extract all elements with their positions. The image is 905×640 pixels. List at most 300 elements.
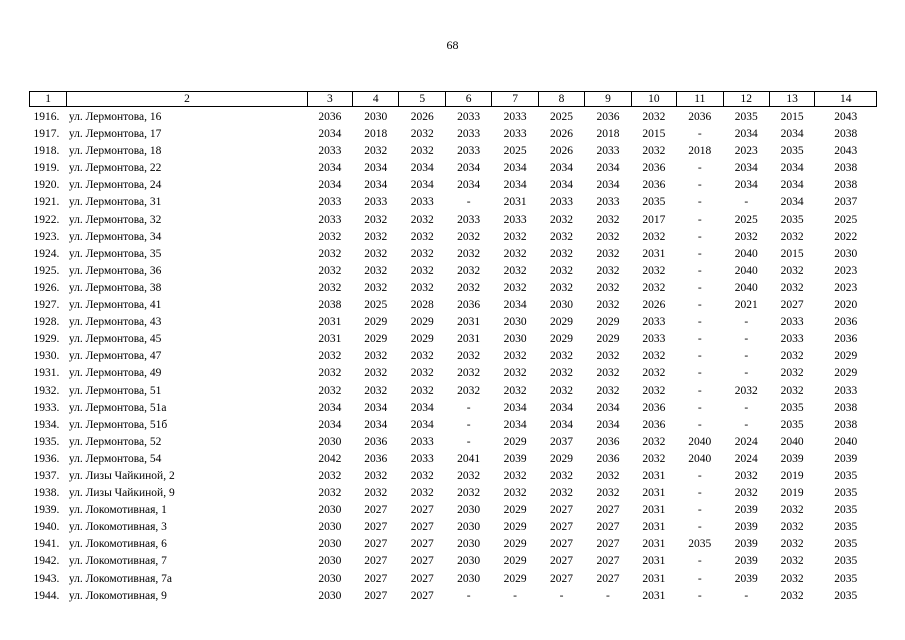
- year-cell: 2038: [834, 162, 858, 175]
- table-row: [30, 536, 877, 553]
- year-cell: 2034: [734, 179, 758, 192]
- year-cell: 2029: [503, 521, 527, 534]
- address-cell: ул. Лермонтова, 54: [68, 452, 162, 465]
- year-cell: 2036: [364, 452, 388, 465]
- year-cell: -: [697, 299, 702, 312]
- year-cell: 2032: [550, 367, 573, 380]
- header-cell: 3: [307, 92, 352, 107]
- year-cell: 2027: [410, 555, 434, 568]
- header-cell: 4: [353, 92, 399, 107]
- year-cell: 2032: [318, 264, 342, 277]
- year-cell: 2025: [503, 145, 527, 158]
- year-cell: 2032: [364, 145, 388, 158]
- year-cell: 2033: [596, 196, 620, 209]
- year-cell: 2027: [780, 299, 804, 312]
- address-cell: ул. Лермонтова, 34: [68, 230, 162, 243]
- table-row: [30, 194, 877, 211]
- year-cell: 2032: [364, 230, 388, 243]
- row-number: 1938.: [33, 487, 60, 500]
- year-cell: 2032: [596, 299, 620, 312]
- year-cell: 2032: [318, 281, 342, 294]
- table-row: [30, 331, 877, 348]
- year-cell: 2034: [503, 162, 527, 175]
- table-row: [30, 383, 877, 400]
- year-cell: 2032: [503, 247, 527, 260]
- year-cell: 2040: [688, 452, 712, 465]
- year-cell: 2032: [318, 230, 342, 243]
- year-cell: 2038: [834, 418, 858, 431]
- year-cell: 2032: [596, 350, 620, 363]
- address-cell: ул. Лермонтова, 51: [68, 384, 162, 397]
- year-cell: 2029: [550, 316, 573, 329]
- year-cell: 2033: [503, 111, 527, 123]
- year-cell: 2029: [596, 316, 620, 329]
- address-cell: ул. Локомотивная, 3: [68, 521, 167, 534]
- year-cell: 2029: [503, 572, 527, 585]
- year-cell: 2029: [596, 333, 620, 346]
- year-cell: 2034: [410, 162, 434, 175]
- year-cell: 2032: [410, 264, 434, 277]
- year-cell: 2029: [834, 367, 858, 380]
- year-cell: 2036: [642, 179, 666, 192]
- year-cell: 2031: [318, 316, 342, 329]
- year-cell: 2032: [780, 589, 804, 602]
- year-cell: 2029: [364, 316, 388, 329]
- year-cell: 2029: [410, 316, 434, 329]
- header-cell: 2: [67, 92, 307, 107]
- row-number: 1924.: [33, 247, 60, 260]
- year-cell: 2038: [834, 179, 858, 192]
- year-cell: 2035: [780, 145, 804, 158]
- year-cell: 2037: [550, 435, 573, 448]
- year-cell: -: [744, 316, 749, 329]
- year-cell: 2027: [596, 572, 620, 585]
- address-cell: ул. Лермонтова, 52: [68, 435, 162, 448]
- year-cell: 2022: [834, 230, 858, 243]
- year-cell: 2032: [503, 384, 527, 397]
- year-cell: -: [697, 384, 702, 397]
- year-cell: 2035: [780, 401, 804, 414]
- address-cell: ул. Лизы Чайкиной, 9: [68, 487, 175, 500]
- year-cell: 2039: [780, 452, 804, 465]
- year-cell: 2034: [318, 179, 342, 192]
- year-cell: 2032: [734, 384, 758, 397]
- header-cell: 8: [538, 92, 584, 107]
- year-cell: 2034: [596, 162, 620, 175]
- table-row: [30, 280, 877, 297]
- year-cell: 2032: [780, 230, 804, 243]
- year-cell: 2035: [834, 521, 858, 534]
- row-number: 1933.: [33, 401, 60, 414]
- address-cell: ул. Лермонтова, 18: [68, 145, 162, 158]
- address-cell: ул. Лермонтова, 22: [68, 162, 162, 175]
- row-number: 1926.: [33, 281, 60, 294]
- year-cell: 2032: [457, 469, 481, 482]
- year-cell: 2032: [364, 469, 388, 482]
- year-cell: 2024: [734, 452, 758, 465]
- year-cell: 2036: [834, 333, 858, 346]
- year-cell: 2032: [364, 264, 388, 277]
- address-cell: ул. Лермонтова, 16: [68, 111, 162, 123]
- table-row: [30, 434, 877, 451]
- year-cell: 2029: [550, 333, 573, 346]
- year-cell: 2035: [834, 538, 858, 551]
- row-number: 1927.: [33, 299, 60, 312]
- table-row: [30, 553, 877, 570]
- address-cell: ул. Лермонтова, 38: [68, 281, 162, 294]
- year-cell: 2039: [734, 521, 758, 534]
- row-number: 1942.: [33, 555, 60, 568]
- year-cell: 2029: [410, 333, 434, 346]
- year-cell: 2027: [364, 521, 388, 534]
- year-cell: -: [697, 247, 702, 260]
- year-cell: 2031: [642, 555, 666, 568]
- year-cell: 2035: [834, 469, 858, 482]
- year-cell: -: [466, 401, 471, 414]
- year-cell: 2034: [596, 179, 620, 192]
- address-cell: ул. Лизы Чайкиной, 2: [68, 469, 175, 482]
- year-cell: 2032: [318, 469, 342, 482]
- table-row: [30, 314, 877, 331]
- table-row: [30, 263, 877, 280]
- row-number: 1928.: [33, 316, 60, 329]
- year-cell: 2032: [550, 384, 573, 397]
- year-cell: -: [513, 589, 517, 602]
- year-cell: 2034: [364, 418, 388, 431]
- year-cell: 2035: [780, 213, 804, 226]
- year-cell: 2030: [457, 504, 481, 517]
- data-table: [29, 91, 877, 605]
- year-cell: 2021: [734, 299, 758, 312]
- row-number: 1931.: [33, 367, 60, 380]
- table-row: [30, 519, 877, 536]
- year-cell: 2023: [734, 145, 758, 158]
- year-cell: 2034: [780, 128, 804, 141]
- table-row: [30, 451, 877, 468]
- year-cell: 2032: [596, 469, 620, 482]
- year-cell: 2029: [834, 350, 858, 363]
- address-cell: ул. Лермонтова, 45: [68, 333, 162, 346]
- year-cell: 2032: [596, 230, 620, 243]
- year-cell: 2027: [550, 521, 573, 534]
- address-cell: ул. Лермонтова, 24: [68, 179, 162, 192]
- year-cell: 2029: [364, 333, 388, 346]
- year-cell: 2032: [642, 230, 666, 243]
- year-cell: 2030: [318, 504, 342, 517]
- year-cell: -: [697, 367, 702, 380]
- year-cell: 2032: [780, 504, 804, 517]
- row-number: 1935.: [33, 435, 60, 448]
- year-cell: 2032: [596, 384, 620, 397]
- row-number: 1930.: [33, 350, 60, 363]
- year-cell: 2027: [364, 555, 388, 568]
- year-cell: 2032: [550, 350, 573, 363]
- year-cell: 2033: [457, 128, 481, 141]
- year-cell: 2032: [503, 264, 527, 277]
- year-cell: 2032: [503, 487, 527, 500]
- table-row: [30, 365, 877, 382]
- year-cell: 2034: [318, 162, 342, 175]
- year-cell: 2033: [364, 196, 388, 209]
- year-cell: 2030: [318, 435, 342, 448]
- row-number: 1943.: [33, 572, 60, 585]
- year-cell: 2031: [318, 333, 342, 346]
- year-cell: -: [697, 589, 702, 602]
- year-cell: -: [697, 572, 702, 585]
- year-cell: 2032: [410, 281, 434, 294]
- year-cell: 2036: [596, 452, 620, 465]
- year-cell: 2032: [780, 572, 804, 585]
- year-cell: 2027: [550, 555, 573, 568]
- year-cell: 2034: [503, 179, 527, 192]
- table-row: [30, 571, 877, 588]
- year-cell: 2032: [596, 247, 620, 260]
- row-number: 1934.: [33, 418, 60, 431]
- year-cell: 2034: [364, 179, 388, 192]
- year-cell: 2040: [688, 435, 712, 448]
- year-cell: 2033: [457, 145, 481, 158]
- row-number: 1940.: [33, 521, 60, 534]
- year-cell: 2043: [834, 111, 858, 123]
- year-cell: 2034: [503, 401, 527, 414]
- table-row: [30, 246, 877, 263]
- year-cell: 2036: [688, 111, 712, 123]
- year-cell: 2031: [642, 469, 666, 482]
- year-cell: 2033: [642, 333, 666, 346]
- year-cell: 2029: [503, 435, 527, 448]
- year-cell: 2026: [550, 145, 573, 158]
- address-cell: ул. Лермонтова, 36: [68, 264, 162, 277]
- year-cell: 2032: [364, 350, 388, 363]
- year-cell: -: [697, 555, 702, 568]
- year-cell: 2031: [457, 316, 481, 329]
- year-cell: 2031: [642, 504, 666, 517]
- row-number: 1937.: [33, 469, 60, 482]
- year-cell: 2039: [734, 504, 758, 517]
- year-cell: 2027: [410, 521, 434, 534]
- header-cell: 9: [585, 92, 631, 107]
- year-cell: 2034: [780, 162, 804, 175]
- year-cell: 2037: [834, 196, 858, 209]
- year-cell: 2033: [550, 196, 573, 209]
- year-cell: 2032: [457, 367, 481, 380]
- year-cell: 2032: [410, 145, 434, 158]
- year-cell: 2042: [318, 452, 342, 465]
- year-cell: 2032: [642, 281, 666, 294]
- table-row: [30, 400, 877, 417]
- page-number: 68: [446, 38, 459, 52]
- year-cell: 2031: [457, 333, 481, 346]
- table-row: [30, 126, 877, 143]
- year-cell: 2032: [734, 469, 758, 482]
- year-cell: 2034: [318, 401, 342, 414]
- year-cell: 2030: [318, 521, 342, 534]
- year-cell: 2018: [688, 145, 712, 158]
- year-cell: -: [466, 196, 471, 209]
- year-cell: 2030: [457, 572, 481, 585]
- year-cell: 2032: [410, 469, 434, 482]
- year-cell: 2032: [642, 111, 666, 123]
- year-cell: 2025: [734, 213, 758, 226]
- year-cell: -: [697, 350, 702, 363]
- year-cell: 2033: [596, 145, 620, 158]
- year-cell: -: [697, 162, 702, 175]
- year-cell: 2029: [503, 504, 527, 517]
- year-cell: 2032: [410, 213, 434, 226]
- year-cell: 2032: [734, 487, 758, 500]
- year-cell: 2032: [457, 384, 481, 397]
- year-cell: -: [466, 589, 471, 602]
- year-cell: 2034: [503, 418, 527, 431]
- year-cell: 2032: [596, 281, 620, 294]
- year-cell: 2034: [550, 401, 573, 414]
- header-cell: 10: [631, 92, 676, 107]
- year-cell: 2034: [503, 299, 527, 312]
- year-cell: 2032: [410, 230, 434, 243]
- year-cell: -: [697, 128, 702, 141]
- address-cell: ул. Локомотивная, 6: [68, 538, 167, 551]
- year-cell: 2032: [550, 230, 573, 243]
- year-cell: 2041: [457, 452, 481, 465]
- year-cell: 2027: [596, 555, 620, 568]
- header-cell: 7: [492, 92, 538, 107]
- year-cell: 2034: [410, 401, 434, 414]
- year-cell: 2018: [596, 128, 620, 141]
- year-cell: 2026: [550, 128, 573, 141]
- year-cell: 2032: [503, 281, 527, 294]
- year-cell: 2027: [550, 504, 573, 517]
- header-cell: 11: [677, 92, 723, 107]
- year-cell: 2032: [642, 452, 666, 465]
- year-cell: 2027: [364, 572, 388, 585]
- year-cell: 2033: [318, 145, 342, 158]
- address-cell: ул. Локомотивная, 1: [68, 504, 167, 517]
- year-cell: 2035: [834, 572, 858, 585]
- year-cell: 2031: [642, 572, 666, 585]
- year-cell: 2033: [457, 213, 481, 226]
- year-cell: 2034: [734, 162, 758, 175]
- year-cell: 2033: [410, 435, 434, 448]
- table-row: [30, 485, 877, 502]
- year-cell: 2032: [550, 264, 573, 277]
- year-cell: 2034: [780, 196, 804, 209]
- header-cell: 13: [769, 92, 814, 107]
- row-number: 1918.: [33, 145, 60, 158]
- year-cell: 2038: [318, 299, 342, 312]
- year-cell: -: [697, 230, 702, 243]
- row-number: 1919.: [33, 162, 60, 175]
- row-number: 1922.: [33, 213, 60, 226]
- year-cell: 2033: [457, 111, 481, 123]
- address-cell: ул. Локомотивная, 7: [68, 555, 167, 568]
- year-cell: 2019: [780, 487, 804, 500]
- year-cell: 2030: [318, 572, 342, 585]
- year-cell: 2032: [364, 367, 388, 380]
- year-cell: 2034: [550, 179, 573, 192]
- year-cell: 2024: [734, 435, 758, 448]
- address-cell: ул. Лермонтова, 43: [68, 316, 162, 329]
- year-cell: 2032: [503, 469, 527, 482]
- header-cell: 12: [723, 92, 769, 107]
- year-cell: 2027: [410, 572, 434, 585]
- year-cell: 2015: [642, 128, 666, 141]
- year-cell: 2040: [734, 264, 758, 277]
- year-cell: 2033: [780, 333, 804, 346]
- year-cell: 2033: [410, 196, 434, 209]
- year-cell: 2032: [642, 350, 666, 363]
- year-cell: 2030: [457, 555, 481, 568]
- header-cell: 1: [30, 92, 67, 107]
- year-cell: 2032: [780, 281, 804, 294]
- year-cell: 2029: [503, 538, 527, 551]
- year-cell: 2032: [457, 487, 481, 500]
- year-cell: 2035: [734, 111, 758, 123]
- year-cell: 2032: [410, 487, 434, 500]
- year-cell: 2015: [780, 247, 804, 260]
- year-cell: -: [697, 281, 702, 294]
- year-cell: 2030: [318, 589, 342, 602]
- header-cell: 14: [815, 92, 877, 107]
- year-cell: 2032: [596, 367, 620, 380]
- year-cell: 2032: [734, 230, 758, 243]
- year-cell: 2034: [410, 418, 434, 431]
- year-cell: 2030: [318, 555, 342, 568]
- year-cell: 2032: [410, 128, 434, 141]
- year-cell: 2033: [318, 213, 342, 226]
- year-cell: 2032: [503, 367, 527, 380]
- table-row: [30, 297, 877, 314]
- year-cell: 2032: [596, 264, 620, 277]
- row-number: 1923.: [33, 230, 60, 243]
- year-cell: 2033: [410, 452, 434, 465]
- year-cell: 2034: [780, 179, 804, 192]
- year-cell: 2019: [780, 469, 804, 482]
- year-cell: 2034: [550, 162, 573, 175]
- row-number: 1920.: [33, 179, 60, 192]
- year-cell: 2031: [642, 538, 666, 551]
- year-cell: 2031: [503, 196, 527, 209]
- year-cell: 2023: [834, 281, 858, 294]
- year-cell: 2031: [642, 247, 666, 260]
- row-number: 1936.: [33, 452, 60, 465]
- address-cell: ул. Лермонтова, 51а: [68, 401, 167, 414]
- year-cell: -: [744, 196, 749, 209]
- year-cell: 2033: [503, 128, 527, 141]
- year-cell: 2040: [834, 435, 858, 448]
- year-cell: 2034: [410, 179, 434, 192]
- year-cell: 2029: [503, 555, 527, 568]
- year-cell: 2032: [457, 230, 481, 243]
- year-cell: 2032: [780, 350, 804, 363]
- year-cell: -: [744, 367, 749, 380]
- year-cell: 2032: [642, 145, 666, 158]
- year-cell: 2029: [550, 452, 573, 465]
- year-cell: 2032: [780, 521, 804, 534]
- row-number: 1939.: [33, 504, 60, 517]
- address-cell: ул. Локомотивная, 9: [68, 589, 167, 602]
- year-cell: 2034: [364, 162, 388, 175]
- year-cell: 2032: [410, 367, 434, 380]
- year-cell: 2034: [457, 179, 481, 192]
- year-cell: 2032: [780, 384, 804, 397]
- year-cell: 2032: [596, 213, 620, 226]
- year-cell: -: [697, 521, 702, 534]
- year-cell: 2034: [596, 418, 620, 431]
- year-cell: 2036: [318, 111, 342, 123]
- year-cell: 2027: [364, 538, 388, 551]
- year-cell: 2032: [550, 213, 573, 226]
- year-cell: 2035: [642, 196, 666, 209]
